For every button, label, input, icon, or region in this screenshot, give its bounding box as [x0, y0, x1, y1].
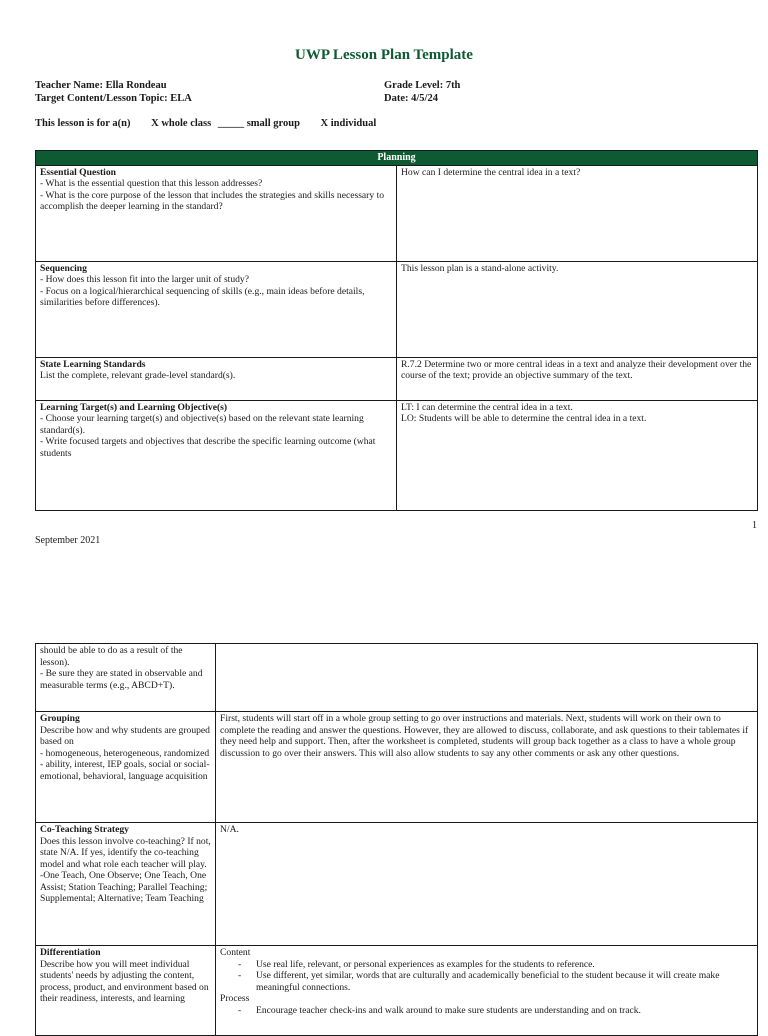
row-description: - Choose your learning target(s) and objective(s) based on the relevant state learning standard(s).	[40, 413, 364, 436]
row-label	[36, 712, 216, 823]
row-description: - Focus on a logical/hierarchical sequencing of skills (e.g., main ideas before details, similarities before differences).	[40, 285, 365, 308]
row-description: should be able to do as a result of the lesson).	[40, 645, 183, 668]
row-response	[397, 357, 758, 400]
row-response	[216, 712, 758, 823]
row-label	[36, 823, 216, 946]
page-number: 1	[752, 520, 757, 531]
row-title: Co-Teaching Strategy	[40, 824, 129, 835]
row-description: Does this lesson involve co-teaching? If not, state N/A. If yes, identify the co-teaching model and what role each teacher will play.	[40, 835, 211, 870]
row-description: - ability, interest, IEP goals, social or social-emotional, behavioral, language acquisition	[40, 759, 210, 782]
process-list	[220, 1005, 753, 1017]
response-text: This lesson plan is a stand-alone activity.	[401, 262, 559, 274]
content-label: Content	[220, 947, 251, 958]
table-row	[36, 946, 758, 1036]
list-item: - Encourage teacher check-ins and walk around to make sure students are understanding and on track.	[256, 1005, 753, 1017]
planning-table-page2	[35, 643, 758, 1036]
row-label	[36, 261, 397, 357]
row-description: - Be sure they are stated in observable and measurable terms (e.g., ABCD+T).	[40, 668, 203, 691]
row-response	[397, 165, 758, 261]
row-description: - What is the core purpose of the lesson that includes the strategies and skills necessary to accomplish the deeper learning in the standard?	[40, 189, 385, 212]
row-title: Differentiation	[40, 947, 101, 958]
row-description: Describe how and why students are grouped based on	[40, 724, 210, 747]
row-label	[36, 400, 397, 510]
response-text: LT: I can determine the central idea in a text.	[401, 401, 573, 413]
audience-individual: X individual	[320, 118, 377, 129]
table-row	[36, 823, 758, 946]
row-label	[36, 644, 216, 712]
row-title: Learning Target(s) and Learning Objective(s)	[40, 401, 228, 413]
row-description: - What is the essential question that this lesson addresses?	[40, 178, 263, 189]
row-response	[216, 946, 758, 1036]
row-response	[397, 261, 758, 357]
table-row	[36, 400, 758, 510]
response-text: First, students will start off in a whole group setting to go over instructions and materials. Next, students will work on their own to complete the reading and answer the questions. However, they are allowed to discuss, collaborate, and ask questions to their tablemates if they need help and support. Then, after the worksheet is completed, students will group back together as a class to have a whole group discussion to go over their answers. This will also allow students to say any other comments or ask any other questions.	[220, 713, 749, 759]
table-row	[36, 357, 758, 400]
response-text: R.7.2 Determine two or more central ideas in a text and analyze their development over the course of the text; provide an objective summary of the text.	[401, 358, 752, 381]
grade-level: Grade Level: 7th	[384, 80, 461, 91]
planning-table-page1	[35, 150, 758, 511]
table-row	[36, 712, 758, 823]
table-row	[36, 644, 758, 712]
footer-date: September 2021	[35, 535, 101, 546]
response-text: How can I determine the central idea in a text?	[401, 166, 581, 178]
response-text: LO: Students will be able to determine the central idea in a text.	[401, 413, 647, 424]
audience-whole-class: X whole class	[151, 118, 212, 129]
list-item: - Use real life, relevant, or personal experiences as examples for the students to reference.	[256, 959, 753, 971]
row-title: Sequencing	[40, 262, 87, 274]
row-title: Essential Question	[40, 166, 116, 178]
row-response	[397, 400, 758, 510]
planning-header: Planning	[36, 151, 758, 166]
lesson-date: Date: 4/5/24	[384, 93, 438, 104]
response-text: N/A.	[220, 824, 239, 835]
row-title: State Learning Standards	[40, 358, 146, 370]
row-description: Describe how you will meet individual students' needs by adjusting the content, process, product, and environment based on their readiness, interests, and learning	[40, 958, 209, 1004]
row-description: - Write focused targets and objectives that describe the specific learning outcome (what students	[40, 436, 376, 459]
row-description: -One Teach, One Observe; One Teach, One Assist; Station Teaching; Parallel Teaching; Supplemental; Alternative; Team Teaching	[40, 870, 208, 904]
row-response	[216, 644, 758, 712]
content-list	[220, 959, 753, 994]
lesson-topic: Target Content/Lesson Topic: ELA	[35, 93, 192, 104]
row-description: - homogeneous, heterogeneous, randomized	[40, 747, 210, 759]
row-label	[36, 357, 397, 400]
row-description: List the complete, relevant grade-level standard(s).	[40, 370, 236, 381]
audience-line	[35, 118, 394, 129]
list-item: - Use different, yet similar, words that are culturally and academically beneficial to the student because it will create make meaningful connections.	[256, 970, 753, 993]
table-row	[36, 165, 758, 261]
row-title: Grouping	[40, 713, 80, 724]
row-label	[36, 946, 216, 1036]
table-row	[36, 261, 758, 357]
teacher-name: Teacher Name: Ella Rondeau	[35, 80, 167, 91]
audience-label: This lesson is for a(n)	[35, 118, 131, 129]
audience-small-group: _____ small group	[217, 118, 300, 129]
document-title: UWP Lesson Plan Template	[295, 47, 473, 63]
row-description: - How does this lesson fit into the larger unit of study?	[40, 274, 249, 285]
row-label	[36, 165, 397, 261]
row-response	[216, 823, 758, 946]
process-label: Process	[220, 993, 250, 1004]
